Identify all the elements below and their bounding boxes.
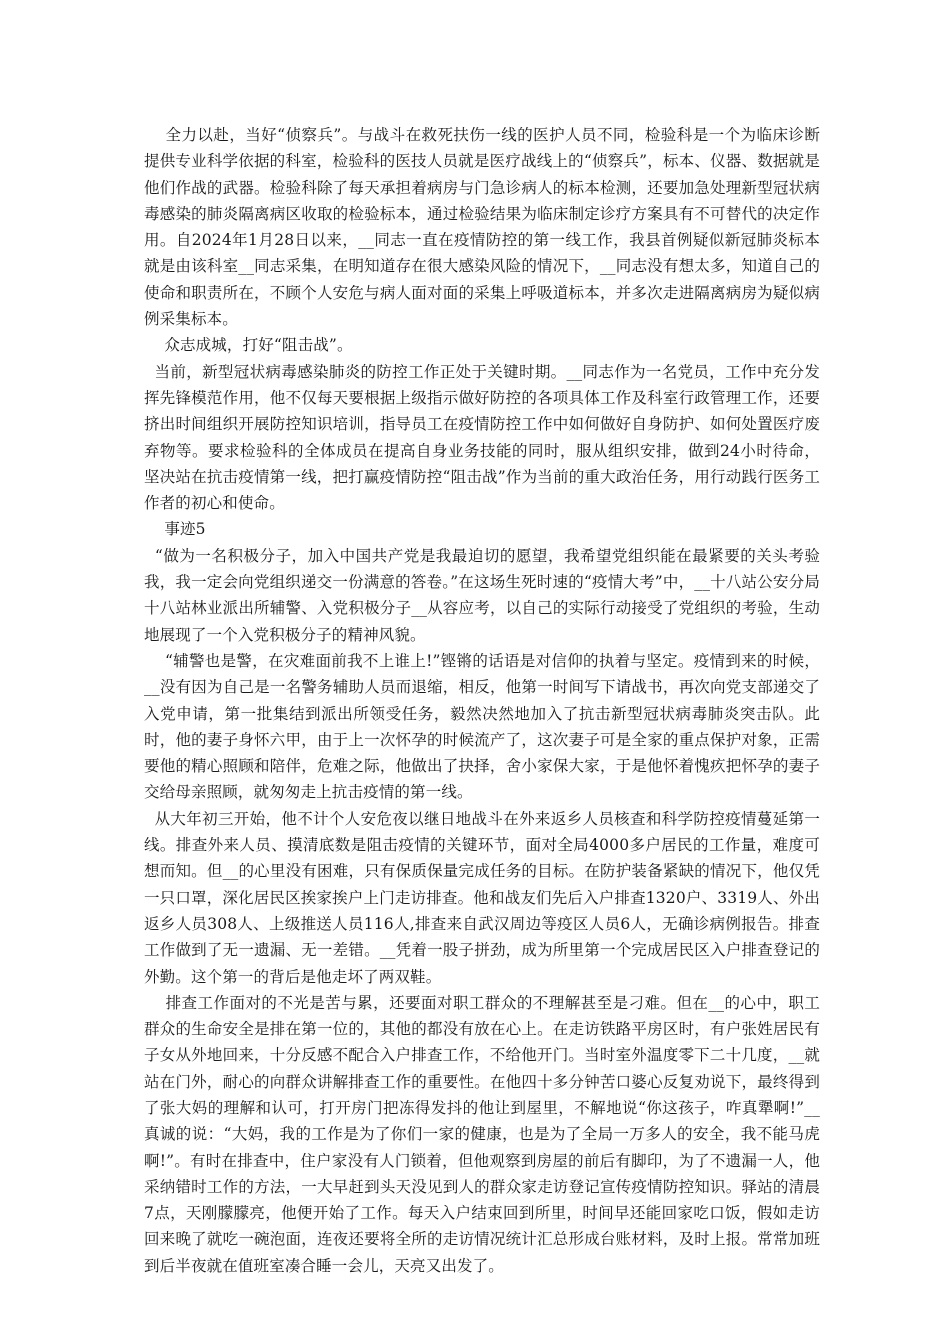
paragraph-investigator: 全力以赴，当好“侦察兵”。与战斗在救死扶伤一线的医护人员不同，检验科是一个为临床诊断提供专业科学依据的科室，检验科的医技人员就是医疗战线上的“侦察兵”，标本、仪器、数据就是他们作战的武器。检验科除了每天承担着病房与门急诊病人的标本检测，还要加急处理新型冠状病毒感染的肺炎隔离病区收取的检验标本，通过检验结果为临床制定诊疗方案具有不可替代的决定作用。自2024年1月28日以来，__同志一直在疫情防控的第一线工作，我县首例疑似新冠肺炎标本就是由该科室__同志采集，在明知道存在很大感染风险的情况下，__同志没有想太多，知道自己的使命和职责所在，不顾个人安危与病人面对面的采集上呼吸道标本，并多次走进隔离病房为疑似病例采集标本。 — [144, 126, 820, 329]
paragraph-resident-visit: 排查工作面对的不光是苦与累，还要面对职工群众的不理解甚至是刁难。但在__的心中，职工群众的生命安全是排在第一位的，其他的都没有放在心上。在走访铁路平房区时，有户张姓居民有子女从外地回来，十分反感不配合入户排查工作，不给他开门。当时室外温度零下二十几度，__就站在门外，耐心的向群众讲解排查工作的重要性。在他四十多分钟苦口婆心反复劝说下，最终得到了张大妈的理解和认可，打开房门把冻得发抖的他让到屋里，不解地说“你这孩子，咋真犟啊!”__真诚的说：“大妈，我的工作是为了你们一家的健康，也是为了全局一万多人的安全，我不能马虎啊!”。有时在排查中，住户家没有人门锁着，但他观察到房屋的前后有脚印，为了不遗漏一人，他采纳错时工作的方法，一大早赶到头天没见到人的群众家走访登记宣传疫情防控知识。驿站的清晨7点，天刚朦朦亮，他便开始了工作。每天入户结束回到所里，时间早还能回家吃口饭，假如走访回来晚了就吃一碗泡面，连夜还要将全所的走访情况统计汇总形成台账材料，及时上报。常常加班到后半夜就在值班室凑合睡一会儿，天亮又出发了。 — [144, 993, 820, 1275]
paragraph-heading-blockade: 众志成城，打好“阻击战”。 — [144, 336, 353, 355]
paragraph-party-member: 当前，新型冠状病毒感染肺炎的防控工作正处于关键时期。__同志作为一名党员，工作中充分发挥先锋模范作用，他不仅每天要根据上级指示做好防控的各项具体工作及科室行政管理工作，还要挤出时间组织开展防控知识培训，指导员工在疫情防控工作中如何做好自身防护、如何处置医疗废弃物等。要求检验科的全体成员在提高自身业务技能的同时，服从组织安排，做到24小时待命，坚决站在抗击疫情第一线，把打赢疫情防控“阻击战”作为当前的重大政治任务，用行动践行医务工作者的初心和使命。 — [144, 362, 821, 513]
paragraph-activist-quote: “做为一名积极分子，加入中国共产党是我最迫切的愿望，我希望党组织能在最紧要的关头考验我，我一定会向党组织递交一份满意的答卷。”在这场生死时速的“疫情大考”中，__十八站公安分局十八站林业派出所辅警、入党积极分子__从容应考，以自己的实际行动接受了党组织的考验，生动地展现了一个入党积极分子的精神风貌。 — [144, 546, 820, 644]
section-title-deed-5: 事迹5 — [144, 520, 206, 539]
paragraph-screening-stats: 从大年初三开始，他不计个人安危夜以继日地战斗在外来返乡人员核查和科学防控疫情蔓延第一线。排查外来人员、摸清底数是阻击疫情的关键环节，面对全局4000多户居民的工作量，难度可想而知。但__的心里没有困难，只有保质保量完成任务的目标。在防护装备紧缺的情况下，他仅凭一只口罩，深化居民区挨家挨户上门走访排查。他和战友们先后入户排查1320户、3319人、外出返乡人员308人、上级推送人员116人,排查来自武汉周边等疫区人员6人，无确诊病例报告。排查工作做到了无一遗漏、无一差错。__凭着一股子拼劲，成为所里第一个完成居民区入户排查登记的外勤。这个第一的背后是他走坏了两双鞋。 — [144, 809, 820, 986]
document-body — [144, 122, 820, 1279]
paragraph-auxiliary-police: “辅警也是警，在灾难面前我不上谁上!”铿锵的话语是对信仰的执着与坚定。疫情到来的时候，__没有因为自己是一名警务辅助人员而退缩，相反，他第一时间写下请战书，再次向党支部递交了入党申请，第一批集结到派出所领受任务，毅然决然地加入了抗击新型冠状病毒肺炎突击队。此时，他的妻子身怀六甲，由于上一次怀孕的时候流产了，这次妻子可是全家的重点保护对象，正需要他的精心照顾和陪伴，危难之际，他做出了抉择，舍小家保大家，于是他怀着愧疚把怀孕的妻子交给母亲照顾，就匆匆走上抗击疫情的第一线。 — [144, 651, 821, 802]
